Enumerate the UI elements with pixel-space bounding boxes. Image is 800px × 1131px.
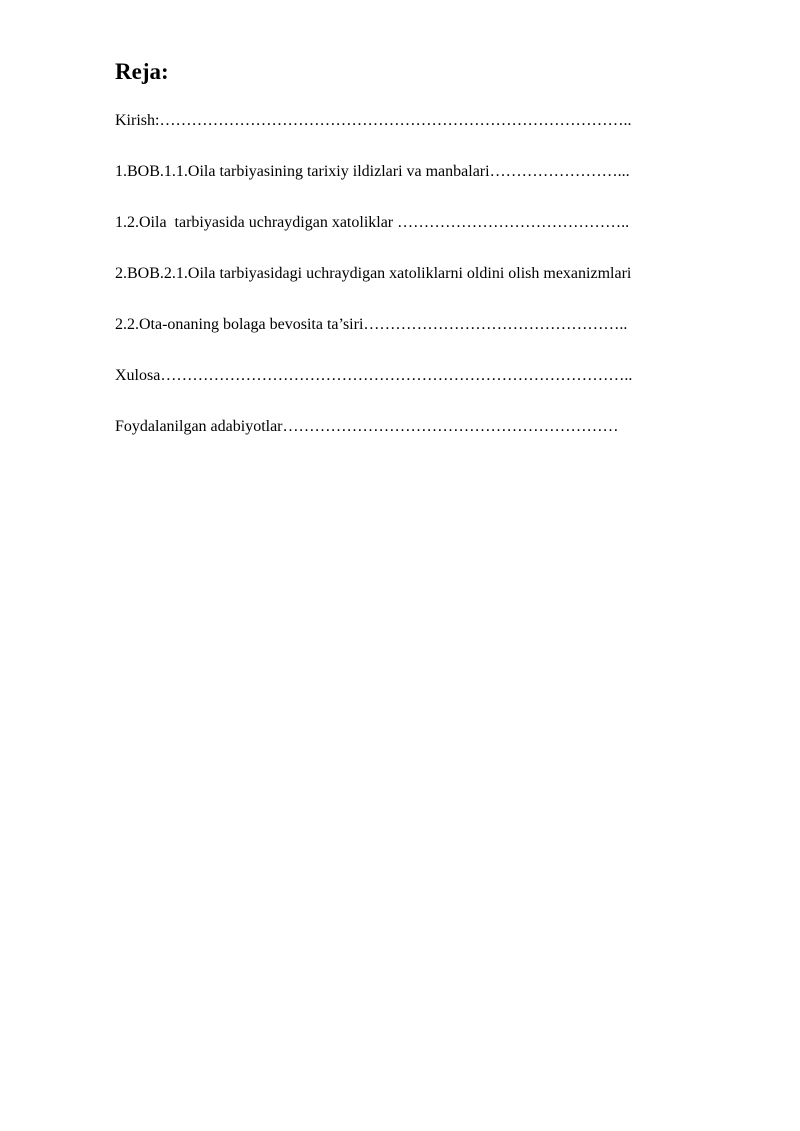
toc-entry-chapter-2-2: 2.2.Ota-onaning bolaga bevosita ta’siri………………………………………….. (115, 316, 628, 333)
toc-entry-chapter-2-1: 2.BOB.2.1.Oila tarbiyasidagi uchraydigan xatoliklarni oldini olish mexanizmlari (115, 265, 632, 282)
toc-entry-conclusion: Xulosa…………………………………………………………………………….. (115, 367, 633, 384)
table-of-contents (115, 111, 632, 468)
toc-entry-introduction: Kirish:…………………………………………………………………………….. (115, 112, 632, 129)
toc-entry-chapter-1-2: 1.2.Oila tarbiyasida uchraydigan xatoliklar …………………………………….. (115, 214, 630, 231)
page-title: Reja: (115, 59, 169, 84)
toc-entry-chapter-1-1: 1.BOB.1.1.Oila tarbiyasining tarixiy ildizlari va manbalari……………………... (115, 163, 630, 180)
toc-entry-references: Foydalanilgan adabiyotlar……………………………………………………… (115, 418, 619, 435)
